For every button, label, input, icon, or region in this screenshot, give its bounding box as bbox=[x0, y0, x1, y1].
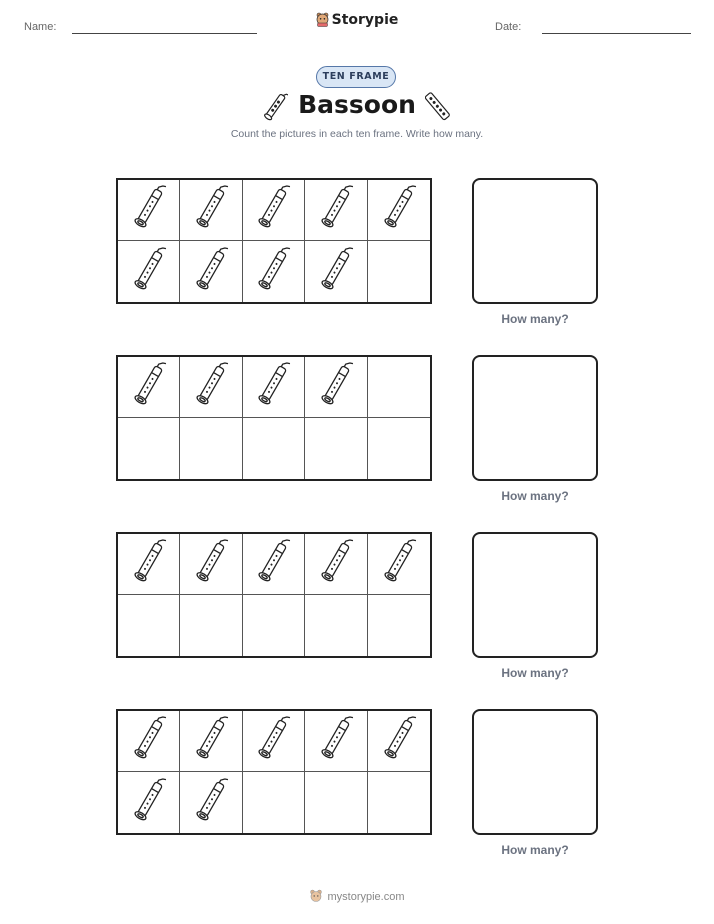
name-line[interactable] bbox=[72, 33, 257, 34]
ten-frame-cell bbox=[305, 180, 367, 241]
bassoon-icon bbox=[316, 184, 356, 236]
bassoon-icon bbox=[316, 361, 356, 413]
ten-frame-cell bbox=[243, 534, 305, 595]
bassoon-icon bbox=[253, 361, 293, 413]
ten-frame-cell bbox=[118, 180, 180, 241]
bassoon-icon bbox=[129, 246, 169, 298]
answer-box-2[interactable] bbox=[472, 355, 598, 481]
ten-frame-cell bbox=[180, 772, 242, 833]
answer-box-4[interactable] bbox=[472, 709, 598, 835]
ten-frame-cell bbox=[243, 418, 305, 479]
bassoon-icon bbox=[379, 538, 419, 590]
ten-frame-cell bbox=[118, 772, 180, 833]
ten-frame-cell bbox=[180, 711, 242, 772]
ten-frame-cell bbox=[180, 180, 242, 241]
ten-frame-cell bbox=[368, 241, 430, 302]
date-line[interactable] bbox=[542, 33, 691, 34]
ten-frame-cell bbox=[118, 534, 180, 595]
page-title: Bassoon bbox=[298, 90, 416, 119]
storypie-logo bbox=[0, 12, 714, 28]
logo-text: Storypie bbox=[331, 12, 399, 28]
ten-frame-cell bbox=[368, 357, 430, 418]
ten-frame-cell bbox=[305, 418, 367, 479]
ten-frame-cell bbox=[368, 711, 430, 772]
bassoon-icon bbox=[129, 361, 169, 413]
ten-frame-cell bbox=[243, 595, 305, 656]
bassoon-icon bbox=[129, 715, 169, 767]
bassoon-icon bbox=[191, 538, 231, 590]
name-label: Name: bbox=[24, 21, 57, 33]
bassoon-icon bbox=[253, 715, 293, 767]
ten-frame-cell bbox=[118, 418, 180, 479]
ten-frame-cell bbox=[243, 357, 305, 418]
bassoon-icon bbox=[129, 777, 169, 829]
instructions: Count the pictures in each ten frame. Write how many. bbox=[230, 128, 484, 140]
bassoon-icon bbox=[129, 184, 169, 236]
answer-box-3[interactable] bbox=[472, 532, 598, 658]
ten-frame-cell bbox=[243, 241, 305, 302]
bassoon-icon bbox=[316, 538, 356, 590]
storypie-bear-icon bbox=[309, 889, 323, 903]
bassoon-icon bbox=[191, 715, 231, 767]
ten-frame-cell bbox=[180, 534, 242, 595]
ten-frame-cell bbox=[305, 357, 367, 418]
how-many-label-1: How many? bbox=[501, 312, 569, 326]
ten-frame-cell bbox=[368, 180, 430, 241]
ten-frame-cell bbox=[368, 595, 430, 656]
ten-frame-cell bbox=[305, 595, 367, 656]
ten-frame-3 bbox=[116, 532, 432, 658]
how-many-label-2: How many? bbox=[501, 489, 569, 503]
bassoon-icon bbox=[253, 184, 293, 236]
title-bassoon-icon-right bbox=[425, 90, 451, 128]
bassoon-icon bbox=[191, 361, 231, 413]
ten-frame-cell bbox=[243, 180, 305, 241]
bassoon-icon bbox=[191, 184, 231, 236]
ten-frame-1 bbox=[116, 178, 432, 304]
ten-frame-cell bbox=[305, 534, 367, 595]
footer bbox=[0, 889, 714, 903]
bassoon-icon bbox=[379, 715, 419, 767]
how-many-label-4: How many? bbox=[501, 843, 569, 857]
bassoon-icon bbox=[129, 538, 169, 590]
bassoon-icon bbox=[191, 246, 231, 298]
ten-frame-cell bbox=[180, 357, 242, 418]
bassoon-icon bbox=[379, 184, 419, 236]
ten-frame-cell bbox=[118, 595, 180, 656]
bassoon-icon bbox=[253, 246, 293, 298]
answer-box-1[interactable] bbox=[472, 178, 598, 304]
date-label: Date: bbox=[495, 21, 522, 33]
ten-frame-cell bbox=[180, 241, 242, 302]
ten-frame-cell bbox=[305, 772, 367, 833]
bassoon-icon bbox=[253, 538, 293, 590]
ten-frame-cell bbox=[243, 711, 305, 772]
bassoon-icon bbox=[316, 246, 356, 298]
ten-frame-cell bbox=[180, 595, 242, 656]
ten-frame-cell bbox=[305, 241, 367, 302]
ten-frame-cell bbox=[243, 772, 305, 833]
ten-frame-badge: TEN FRAME bbox=[316, 66, 396, 88]
ten-frame-cell bbox=[305, 711, 367, 772]
storypie-bear-icon bbox=[316, 12, 329, 27]
ten-frame-cell bbox=[368, 534, 430, 595]
bassoon-icon bbox=[316, 715, 356, 767]
ten-frame-cell bbox=[118, 357, 180, 418]
bassoon-icon bbox=[191, 777, 231, 829]
footer-url[interactable]: mystorypie.com bbox=[327, 891, 405, 903]
ten-frame-cell bbox=[118, 711, 180, 772]
ten-frame-2 bbox=[116, 355, 432, 481]
ten-frame-4 bbox=[116, 709, 432, 835]
ten-frame-cell bbox=[368, 772, 430, 833]
ten-frame-cell bbox=[180, 418, 242, 479]
ten-frame-cell bbox=[368, 418, 430, 479]
ten-frame-cell bbox=[118, 241, 180, 302]
how-many-label-3: How many? bbox=[501, 666, 569, 680]
